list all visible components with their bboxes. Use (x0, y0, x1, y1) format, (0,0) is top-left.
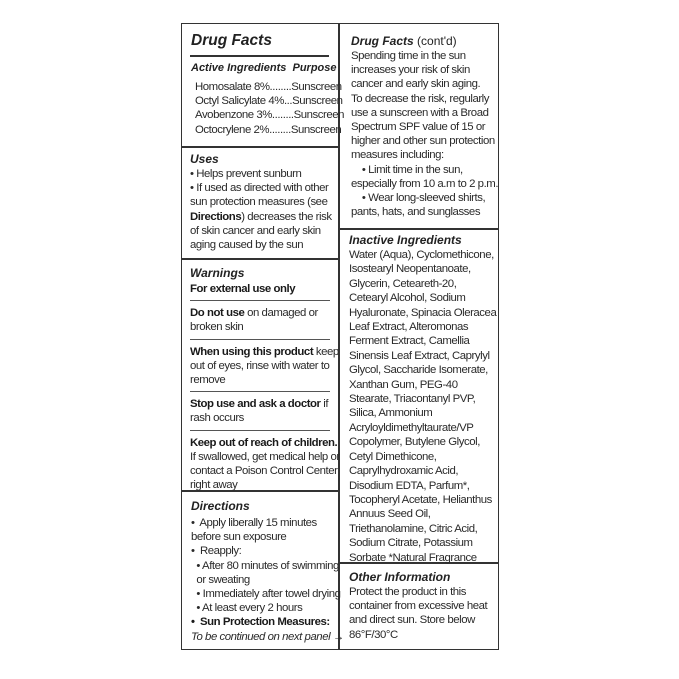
text-line (349, 507, 496, 521)
text-line (349, 291, 496, 305)
text-line (349, 551, 496, 565)
line-text: if (320, 398, 329, 411)
line-text: If swallowed, get medical help or (190, 450, 340, 463)
line-text: • Helps prevent sunburn (190, 168, 302, 180)
text-line (351, 191, 498, 205)
line-text: Stearate, Triacontanyl PVP, (349, 393, 476, 406)
text-line (351, 205, 498, 219)
line-text: Ferment Extract, Camellia (349, 335, 470, 348)
line-text: Sodium Citrate, Potassium (349, 537, 473, 550)
directions-title: Directions (191, 499, 250, 513)
text-line (190, 181, 332, 195)
line-text: of skin cancer and early skin (190, 224, 321, 237)
line-text: broken skin (190, 321, 244, 334)
warning-item (190, 281, 330, 301)
warnings-title: Warnings (190, 266, 245, 280)
line-text: Xanthan Gum, PEG-40 (349, 378, 458, 391)
text-line (349, 421, 496, 435)
text-line (349, 306, 496, 320)
text-line (351, 134, 498, 148)
active-ingredients-label: Active Ingredients (191, 62, 287, 74)
text-line (349, 277, 496, 291)
drug-facts-title: Drug Facts (191, 32, 272, 49)
bold-text: Directions (190, 210, 242, 223)
line-text: Protect the product in this (349, 586, 467, 598)
text-line (190, 436, 338, 450)
text-line (190, 282, 330, 296)
text-line (351, 49, 498, 63)
line-text: rash occurs (190, 412, 244, 425)
text-line (349, 479, 496, 493)
line-text: Hyaluronate, Spinacia Oleracea (349, 306, 497, 319)
text-line (190, 373, 330, 387)
active-ingredient-row: Homosalate 8%........Sunscreen (195, 81, 342, 93)
line-text: • Immediately after towel drying (191, 588, 341, 601)
text-line (349, 435, 496, 449)
line-text: higher and other sun protection (351, 135, 495, 148)
bold-text: Stop use and ask a doctor (190, 398, 321, 411)
text-line (190, 224, 332, 238)
line-text: Annuus Seed Oil, (349, 508, 431, 521)
line-text: • Reapply: (191, 545, 242, 558)
line-text: on damaged or (244, 307, 318, 320)
line-text: • If used as directed with other (190, 182, 329, 195)
bold-text: Do not use (190, 307, 245, 320)
line-text: contact a Poison Control Center (190, 465, 338, 478)
text-line (349, 628, 487, 642)
text-line (191, 573, 344, 587)
line-text: To decrease the risk, regularly (351, 92, 489, 105)
other-information-section (349, 569, 487, 642)
line-text: Cetearyl Alcohol, Sodium (349, 292, 466, 305)
line-text: and direct sun. Store below (349, 614, 475, 627)
text-line (349, 392, 496, 406)
text-line (191, 630, 344, 644)
section-divider (181, 146, 339, 148)
line-text: aging caused by the sun (190, 239, 304, 252)
line-text: especially from 10 a.m to 2 p.m. (351, 177, 499, 190)
text-line (351, 92, 498, 106)
text-line (190, 167, 332, 181)
text-line (190, 464, 338, 478)
text-line (349, 599, 487, 613)
text-line (349, 334, 496, 348)
section-divider (339, 228, 499, 230)
text-line (191, 615, 344, 629)
text-line (191, 516, 344, 530)
text-line (351, 106, 498, 120)
text-line (349, 406, 496, 420)
active-ingredient-row: Octocrylene 2%........Sunscreen (195, 123, 342, 136)
warning-item (190, 431, 340, 497)
italic-text: To be continued on next panel → (191, 630, 344, 643)
line-text: Sinensis Leaf Extract, Caprylyl (349, 349, 490, 362)
line-text: Acryloyldimethyltaurate/VP (349, 421, 474, 434)
active-ingredient-row: Octyl Salicylate 4%...Sunscreen (195, 95, 343, 108)
line-text: Triethanolamine, Citric Acid, (349, 522, 478, 535)
text-line (191, 530, 344, 544)
text-line (349, 349, 496, 363)
directions-section (191, 498, 344, 644)
text-line (190, 306, 330, 320)
warnings-section (190, 265, 340, 496)
text-line (351, 163, 498, 177)
text-line (191, 559, 344, 573)
line-text: Isostearyl Neopentanoate, (349, 263, 471, 276)
text-line (190, 397, 330, 411)
line-text: pants, hats, and sunglasses (351, 206, 481, 219)
line-text: before sun exposure (191, 531, 287, 544)
continued-section (351, 33, 498, 219)
line-text: container from excessive heat (349, 600, 488, 613)
line-text: • At least every 2 hours (191, 602, 303, 615)
line-text: keep (313, 345, 339, 358)
line-text: • Apply liberally 15 minutes (191, 517, 317, 529)
purpose-label: Purpose (292, 62, 337, 74)
other-info-title: Other Information (349, 570, 451, 584)
text-line (349, 585, 487, 599)
bold-text: Keep out of reach of children. (190, 436, 338, 449)
line-text: out of eyes, rinse with water to (190, 359, 330, 372)
line-text: ) decreases the risk (241, 210, 332, 223)
line-text: • Limit time in the sun, (351, 163, 463, 176)
bold-text: For external use only (190, 283, 296, 295)
text-line (190, 195, 332, 209)
line-text: Water (Aqua), Cyclomethicone, (349, 249, 494, 261)
warning-item (190, 392, 330, 430)
text-line (349, 262, 496, 276)
active-ingredients-header (191, 60, 344, 76)
text-line (351, 177, 498, 191)
active-ingredient-row: Avobenzone 3%........Sunscreen (195, 109, 345, 122)
line-text: cancer and early skin aging. (351, 78, 481, 91)
uses-title: Uses (190, 152, 219, 166)
text-line (349, 464, 496, 478)
text-line (349, 248, 496, 262)
text-line (190, 478, 330, 492)
text-line (351, 148, 498, 162)
text-line (190, 238, 332, 252)
line-text: remove (190, 374, 226, 387)
text-line (349, 450, 496, 464)
line-text: increases your risk of skin (351, 64, 470, 77)
line-text: • After 80 minutes of swimming (191, 559, 339, 572)
line-text: Glycol, Saccharide Isomerate, (349, 364, 488, 377)
text-line (349, 320, 496, 334)
text-line (191, 544, 344, 558)
inactive-title: Inactive Ingredients (349, 233, 462, 247)
warning-item (190, 340, 339, 393)
line-text: Copolymer, Butylene Glycol, (349, 436, 480, 449)
text-line (349, 378, 496, 392)
line-text: Cetyl Dimethicone, (349, 450, 437, 463)
text-line (190, 411, 330, 425)
text-line (349, 363, 496, 377)
line-text: Silica, Ammonium (349, 407, 433, 420)
inactive-ingredients-section (349, 232, 496, 565)
text-line (351, 77, 498, 91)
line-text: • Wear long-sleeved shirts, (351, 192, 486, 205)
text-line (351, 120, 498, 134)
text-line (351, 63, 498, 77)
line-text: Leaf Extract, Alteromonas (349, 321, 469, 334)
line-text: Tocopheryl Acetate, Helianthus (349, 493, 492, 506)
line-text: Sorbate *Natural Fragrance (349, 551, 477, 564)
line-text: sun protection measures (see (190, 196, 328, 209)
continued-title (351, 33, 498, 49)
continued-suffix: (cont'd) (413, 34, 457, 48)
text-line (190, 320, 330, 334)
text-line (191, 587, 344, 601)
active-ingredients-section (191, 31, 344, 137)
bold-text: • Sun Protection Measures: (191, 616, 330, 629)
text-line (349, 536, 496, 550)
text-line (190, 210, 332, 224)
warning-item (190, 301, 330, 339)
section-divider (181, 258, 339, 260)
text-line (190, 450, 340, 464)
bold-text: When using this product (190, 345, 314, 358)
text-line (191, 601, 344, 615)
text-line (349, 522, 496, 536)
line-text: Spending time in the sun (351, 50, 466, 62)
line-text: measures including: (351, 149, 444, 162)
line-text: or sweating (191, 573, 250, 586)
text-line (190, 345, 339, 359)
continued-title-text: Drug Facts (351, 34, 414, 48)
line-text: use a sunscreen with a Broad (351, 106, 489, 119)
line-text: Spectrum SPF value of 15 or (351, 121, 486, 134)
line-text: Disodium EDTA, Parfum*, (349, 479, 470, 492)
line-text: right away (190, 479, 238, 492)
text-line (190, 359, 330, 373)
text-line (349, 493, 496, 507)
line-text: Glycerin, Ceteareth-20, (349, 277, 457, 290)
line-text: 86°F/30°C (349, 628, 398, 641)
uses-section (190, 151, 332, 252)
text-line (349, 613, 487, 627)
line-text: Caprylhydroxamic Acid, (349, 465, 459, 478)
